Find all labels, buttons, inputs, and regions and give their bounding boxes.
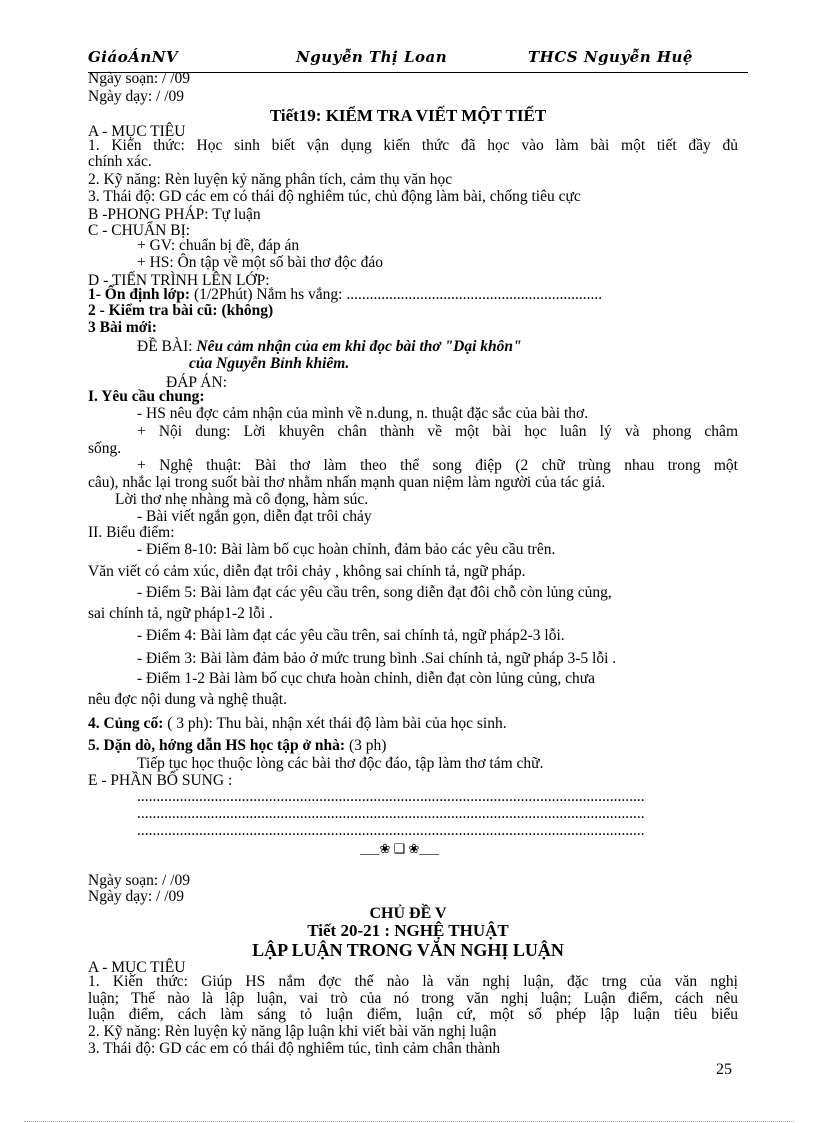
step-2: 2 - Kiểm tra bài cũ: (không): [88, 302, 274, 319]
score-1-2: - Điểm 1-2 Bài làm bố cục chưa hoàn chỉnh, diễn đạt còn lủng củng, chưa: [137, 670, 595, 687]
lesson-title-2: [0, 921, 816, 941]
score-8-10: - Điểm 8-10: Bài làm bố cục hoàn chỉnh, đảm bảo các yêu cầu trên.: [137, 541, 556, 558]
requirement-content-cont: sống.: [88, 440, 122, 457]
homework: Tiếp tục học thuộc lòng các bài thơ độc đáo, tập làm thơ tám chữ.: [137, 755, 544, 772]
supplement-line-3: ...................................................................................................................................: [137, 822, 645, 839]
step-3: 3 Bài mới:: [88, 319, 157, 336]
step-1: [88, 286, 602, 303]
step-5: [88, 737, 386, 754]
prep-teacher: + GV: chuẩn bị đề, đáp án: [137, 237, 300, 254]
score-3: - Điểm 3: Bài làm đảm bảo ở mức trung bình .Sai chính tả, ngữ pháp 3-5 lỗi .: [137, 650, 617, 667]
score-5-cont: sai chính tả, ngữ pháp1-2 lỗi .: [88, 605, 273, 622]
lesson-title-2-prefix: Tiết 20-21 :: [307, 921, 391, 940]
date-teach-2: Ngày dạy: / /09: [88, 888, 184, 905]
section-b: [88, 206, 261, 223]
lesson-title-prefix: Tiết19:: [269, 106, 322, 125]
step-1-label: 1- Ổn định lớp:: [88, 286, 191, 303]
requirement-art-cont: câu), nhắc lại trong suốt bài thơ nhằm nhấn mạnh quan niệm làm người của tác giả.: [88, 474, 606, 491]
header-left: GiáoÁnNV: [88, 48, 179, 66]
step-4-label: 4. Củng cố:: [88, 715, 164, 732]
requirement-1: - HS nêu đợc cảm nhận của mình về n.dung, n. thuật đặc sắc của bài thơ.: [137, 405, 589, 422]
objective-attitude-2: 3. Thái độ: GD các em có thái độ nghiêm túc, tình cảm chân thành: [88, 1040, 501, 1057]
exam-question-text-cont: của Nguyễn Bỉnh khiêm.: [189, 355, 350, 372]
objective-knowledge-2-cont-2: luận điểm, cách làm sáng tỏ luận điểm, luận cứ, một số phép lập luận tiêu biểu: [88, 1006, 738, 1023]
section-b-value: Tự luận: [212, 206, 261, 223]
requirement-art: + Nghệ thuật: Bài thơ làm theo thể song điệp (2 chữ trùng nhau trong một: [137, 457, 738, 474]
score-5: - Điểm 5: Bài làm đạt các yêu cầu trên, song diễn đạt đôi chỗ còn lủng củng,: [137, 584, 612, 601]
date-prep: Ngày soạn: / /09: [88, 70, 191, 87]
section-a-heading: A - MỤC TIÊU: [88, 123, 186, 140]
lesson-title-main: KIỂM TRA VIẾT MỘT TIẾT: [325, 106, 547, 125]
step-4: [88, 715, 507, 732]
header-school: THCS Nguyễn Huệ: [528, 48, 693, 66]
section-b-heading: B -PHONG PHÁP:: [88, 206, 209, 223]
page-number: 25: [716, 1061, 732, 1078]
objective-skill-2: 2. Kỹ năng: Rèn luyện kỷ năng lập luận khi viết bài văn nghị luận: [88, 1023, 497, 1040]
header-author: Nguyễn Thị Loan: [296, 48, 448, 66]
prep-student: + HS: Ôn tập về một số bài thơ độc đáo: [137, 254, 383, 271]
exam-question-label: ĐỀ BÀI:: [137, 338, 193, 355]
exam-question-text: Nêu cảm nhận của em khi đọc bài thơ "Dại khôn": [196, 338, 522, 355]
objective-knowledge-2: 1. Kiến thức: Giúp HS nắm đợc thế nào là văn nghị luận, đặc trng của văn nghị: [88, 973, 738, 990]
score-4: - Điểm 4: Bài làm đạt các yêu cầu trên, sai chính tả, ngữ pháp2-3 lỗi.: [137, 627, 565, 644]
section-c-heading: C - CHUẨN BỊ:: [88, 222, 191, 239]
step-4-value: ( 3 ph): Thu bài, nhận xét thái độ làm bài của học sinh.: [167, 715, 507, 732]
answer-key-heading: ĐÁP ÁN:: [166, 374, 228, 391]
section-a-heading-2: A - MỤC TIÊU: [88, 959, 186, 976]
step-5-label: 5. Dặn dò, hớng dẫn HS học tập ở nhà:: [88, 737, 346, 754]
objective-skill: 2. Kỹ năng: Rèn luyện kỷ năng phân tích, cảm thụ văn học: [88, 171, 453, 188]
exam-question: [137, 338, 522, 355]
requirement-4: - Bài viết ngắn gọn, diễn đạt trôi chảy: [137, 508, 372, 525]
date-teach: Ngày dạy: / /09: [88, 88, 184, 105]
supplement-line-2: ...................................................................................................................................: [137, 805, 645, 822]
step-5-value: (3 ph): [348, 737, 387, 754]
date-prep-2: Ngày soạn: / /09: [88, 872, 191, 889]
supplement-line-1: ...................................................................................................................................: [137, 788, 645, 805]
scoring-heading: II. Biểu điểm:: [88, 524, 175, 541]
score-8-10-cont: Văn viết có cảm xúc, diễn đạt trôi chảy , không sai chính tả, ngữ pháp.: [88, 563, 526, 580]
topic-label: CHỦ ĐỀ V: [369, 905, 447, 922]
lesson-title-2-main: NGHỆ THUẬT: [394, 921, 509, 940]
section-e-heading: E - PHẦN BỔ SUNG :: [88, 772, 233, 789]
section-d-heading: D - TIẾN TRÌNH LÊN LỚP:: [88, 272, 270, 289]
step-1-value: (1/2Phút) Nắm hs vắng: ..................................................................: [193, 286, 603, 303]
objective-attitude: 3. Thái độ: GD các em có thái độ nghiêm túc, chủ động làm bài, chống tiêu cực: [88, 188, 581, 205]
lesson-title-2-sub: LẬP LUẬN TRONG VĂN NGHỊ LUẬN: [252, 940, 564, 960]
requirement-content: + Nội dung: Lời khuyên chân thành về một bài học luân lý và phong châm: [137, 423, 738, 440]
requirement-art-cont-2: Lời thơ nhẹ nhàng mà cô đọng, hàm súc.: [115, 491, 369, 508]
objective-knowledge-2-cont: luận; Thế nào là lập luận, vai trò của nó trong văn nghị luận; Luận điểm, cách nêu: [88, 990, 738, 1007]
objective-knowledge-cont: chính xác.: [88, 153, 152, 170]
section-divider: ___❀ ❑ ❀___: [360, 841, 439, 856]
objective-knowledge: 1. Kiến thức: Học sinh biết vận dụng kiến thức đã học vào làm bài một tiết đầy đủ: [88, 137, 738, 154]
page-bottom-border: [24, 1121, 794, 1122]
general-requirements-heading: I. Yêu cầu chung:: [88, 388, 205, 405]
score-1-2-cont: nêu đợc nội dung và nghệ thuật.: [88, 691, 287, 708]
